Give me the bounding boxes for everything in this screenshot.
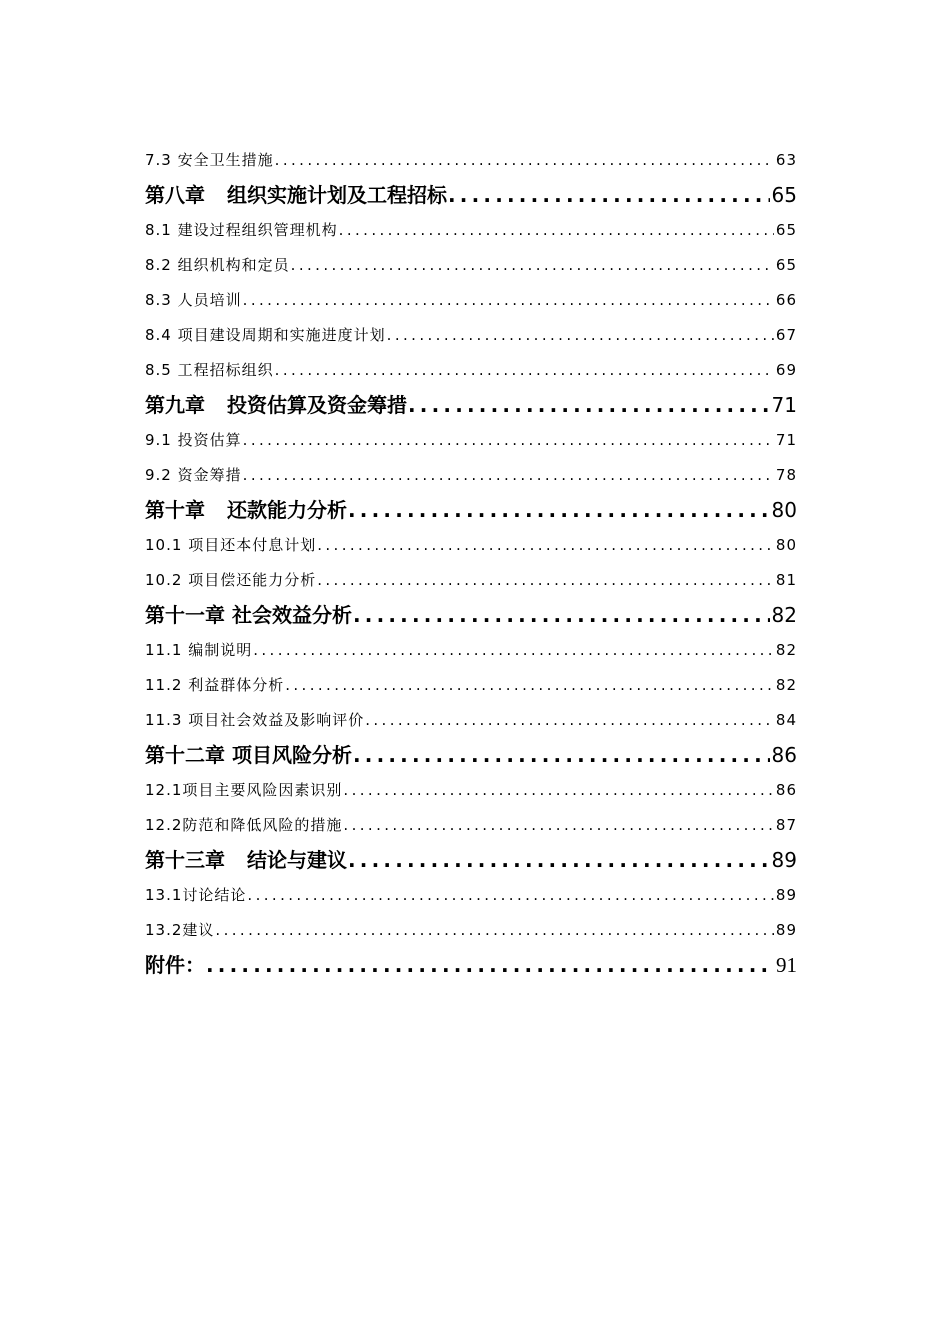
toc-chapter-page: 82 — [771, 603, 797, 627]
toc-entry-title: 人员培训 — [177, 291, 242, 309]
toc-entry-title: 组织机构和定员 — [177, 256, 290, 274]
dot-leader — [291, 248, 774, 283]
dot-leader — [365, 703, 774, 738]
toc-entry-9-2[interactable] — [145, 458, 797, 493]
toc-chapter-11[interactable] — [145, 598, 797, 633]
toc-entry-page: 65 — [775, 221, 797, 239]
toc-chapter-number: 第十章 — [145, 498, 205, 522]
toc-entry-page: 82 — [775, 641, 797, 659]
toc-entry-title: 防范和降低风险的措施 — [182, 816, 343, 834]
toc-chapter-number: 第十一章 — [145, 603, 225, 627]
table-of-contents — [145, 143, 797, 983]
toc-entry-page: 69 — [775, 361, 797, 379]
toc-chapter-10[interactable] — [145, 493, 797, 528]
toc-entry-number: 8.3 — [145, 291, 172, 309]
toc-entry-12-2[interactable] — [145, 808, 797, 843]
toc-entry-title: 项目偿还能力分析 — [188, 571, 317, 589]
toc-entry-page: 84 — [775, 711, 797, 729]
toc-entry-page: 65 — [775, 256, 797, 274]
toc-entry-number: 11.1 — [145, 641, 183, 659]
toc-entry-title: 资金筹措 — [177, 466, 242, 484]
toc-entry-number: 8.2 — [145, 256, 172, 274]
toc-entry-number: 12.1 — [145, 781, 183, 799]
dot-leader — [353, 598, 770, 633]
toc-chapter-page: 89 — [771, 848, 797, 872]
toc-entry-8-3[interactable] — [145, 283, 797, 318]
toc-entry-page: 67 — [775, 326, 797, 344]
toc-entry-11-2[interactable] — [145, 668, 797, 703]
dot-leader — [343, 773, 773, 808]
toc-appendix[interactable] — [145, 948, 797, 983]
toc-entry-number: 11.2 — [145, 676, 183, 694]
dot-leader — [348, 843, 770, 878]
toc-entry-11-3[interactable] — [145, 703, 797, 738]
dot-leader — [317, 528, 774, 563]
toc-entry-page: 89 — [775, 886, 797, 904]
toc-entry-number: 13.1 — [145, 886, 183, 904]
toc-entry-number: 12.2 — [145, 816, 183, 834]
toc-entry-title: 项目社会效益及影响评价 — [188, 711, 365, 729]
toc-entry-title: 讨论结论 — [182, 886, 247, 904]
dot-leader — [247, 878, 773, 913]
dot-leader — [343, 808, 773, 843]
dot-leader — [448, 178, 770, 213]
toc-chapter-page: 71 — [771, 393, 797, 417]
toc-entry-number: 13.2 — [145, 921, 183, 939]
toc-entry-title: 编制说明 — [188, 641, 253, 659]
toc-entry-number: 8.4 — [145, 326, 172, 344]
dot-leader — [408, 388, 770, 423]
toc-entry-page: 66 — [775, 291, 797, 309]
toc-entry-page: 81 — [775, 571, 797, 589]
toc-entry-number: 11.3 — [145, 711, 183, 729]
toc-entry-10-1[interactable] — [145, 528, 797, 563]
dot-leader — [243, 423, 774, 458]
toc-entry-number: 9.1 — [145, 431, 172, 449]
toc-chapter-12[interactable] — [145, 738, 797, 773]
toc-chapter-title: 投资估算及资金筹措 — [227, 393, 407, 417]
toc-entry-title: 项目还本付息计划 — [188, 536, 317, 554]
toc-appendix-title: 附件： — [145, 953, 205, 977]
toc-entry-title: 利益群体分析 — [188, 676, 285, 694]
toc-entry-title: 建议 — [182, 921, 215, 939]
toc-chapter-page: 65 — [771, 183, 797, 207]
toc-entry-page: 86 — [775, 781, 797, 799]
toc-entry-11-1[interactable] — [145, 633, 797, 668]
toc-entry-13-2[interactable] — [145, 913, 797, 948]
toc-entry-page: 63 — [775, 151, 797, 169]
toc-appendix-page: 91 — [776, 953, 797, 977]
toc-chapter-9[interactable] — [145, 388, 797, 423]
dot-leader — [215, 913, 773, 948]
toc-entry-number: 8.5 — [145, 361, 172, 379]
toc-entry-8-1[interactable] — [145, 213, 797, 248]
dot-leader — [243, 283, 774, 318]
dot-leader — [387, 318, 774, 353]
dot-leader — [339, 213, 774, 248]
toc-entry-page: 89 — [775, 921, 797, 939]
toc-entry-page: 80 — [775, 536, 797, 554]
toc-entry-number: 10.1 — [145, 536, 183, 554]
toc-entry-title: 安全卫生措施 — [177, 151, 274, 169]
toc-entry-13-1[interactable] — [145, 878, 797, 913]
toc-entry-number: 9.2 — [145, 466, 172, 484]
toc-chapter-page: 86 — [771, 743, 797, 767]
toc-entry-page: 78 — [775, 466, 797, 484]
toc-entry-8-5[interactable] — [145, 353, 797, 388]
toc-chapter-title: 还款能力分析 — [227, 498, 347, 522]
toc-entry-title: 建设过程组织管理机构 — [177, 221, 338, 239]
dot-leader — [275, 143, 774, 178]
dot-leader — [353, 738, 770, 773]
toc-chapter-number: 第十二章 — [145, 743, 225, 767]
toc-entry-7-3[interactable] — [145, 143, 797, 178]
dot-leader — [317, 563, 774, 598]
toc-entry-number: 10.2 — [145, 571, 183, 589]
toc-entry-page: 87 — [775, 816, 797, 834]
toc-entry-page: 82 — [775, 676, 797, 694]
dot-leader — [206, 948, 774, 983]
toc-chapter-8[interactable] — [145, 178, 797, 213]
toc-chapter-title: 社会效益分析 — [231, 603, 352, 627]
toc-chapter-number: 第九章 — [145, 393, 205, 417]
toc-entry-12-1[interactable] — [145, 773, 797, 808]
dot-leader — [275, 353, 774, 388]
dot-leader — [348, 493, 770, 528]
toc-entry-title: 项目主要风险因素识别 — [182, 781, 343, 799]
toc-entry-title: 项目建设周期和实施进度计划 — [177, 326, 386, 344]
dot-leader — [243, 458, 774, 493]
toc-entry-10-2[interactable] — [145, 563, 797, 598]
toc-chapter-title: 结论与建议 — [247, 848, 347, 872]
toc-chapter-13[interactable] — [145, 843, 797, 878]
toc-chapter-title: 项目风险分析 — [231, 743, 352, 767]
toc-entry-title: 工程招标组织 — [177, 361, 274, 379]
toc-chapter-title: 组织实施计划及工程招标 — [227, 183, 447, 207]
toc-entry-number: 8.1 — [145, 221, 172, 239]
toc-entry-page: 71 — [775, 431, 797, 449]
toc-entry-title: 投资估算 — [177, 431, 242, 449]
toc-entry-9-1[interactable] — [145, 423, 797, 458]
toc-entry-8-2[interactable] — [145, 248, 797, 283]
toc-entry-number: 7.3 — [145, 151, 172, 169]
dot-leader — [253, 633, 774, 668]
toc-chapter-number: 第十三章 — [145, 848, 225, 872]
toc-chapter-page: 80 — [771, 498, 797, 522]
dot-leader — [285, 668, 774, 703]
toc-entry-8-4[interactable] — [145, 318, 797, 353]
toc-chapter-number: 第八章 — [145, 183, 205, 207]
